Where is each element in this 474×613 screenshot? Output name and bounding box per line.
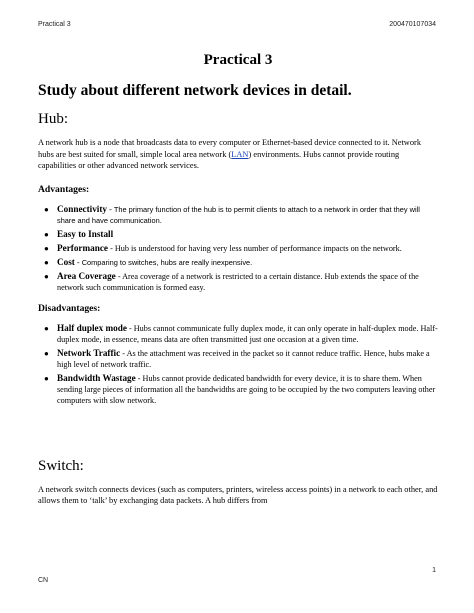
list-item — [38, 348, 438, 370]
bullet-icon: ● — [44, 229, 49, 239]
list-item — [38, 257, 438, 268]
page-number: 1 — [432, 567, 436, 574]
item-term: Network Traffic — [57, 347, 121, 358]
item-separator: - — [120, 348, 127, 358]
list-item — [38, 271, 438, 293]
bullet-icon: ● — [44, 373, 49, 383]
study-heading: Study about different network devices in detail. — [38, 82, 352, 99]
list-item — [38, 243, 438, 254]
item-term: Area Coverage — [57, 270, 116, 281]
document-body — [38, 50, 438, 519]
document-title: Practical 3 — [203, 52, 273, 68]
item-separator: - — [74, 257, 82, 267]
hub-heading: Hub: — [38, 111, 68, 127]
list-item — [38, 373, 438, 406]
lan-link[interactable]: LAN — [231, 149, 249, 159]
item-separator: - — [135, 373, 143, 383]
item-term: Performance — [57, 242, 109, 253]
item-term: Half duplex mode — [57, 322, 127, 333]
page-header-right: 200470107034 — [389, 21, 436, 28]
item-description: Hub is understood for having very less number of performance impacts on the network. — [114, 243, 402, 253]
bullet-icon: ● — [44, 348, 49, 358]
item-term: Easy to Install — [57, 228, 114, 239]
switch-heading: Switch: — [38, 457, 84, 474]
item-description: Hubs cannot communicate fully duplex mode, it can only operate in half-duplex mode. Half-duplex mode, in essence, means data are often transmitted just one occasion at a given time. — [57, 323, 438, 344]
bullet-icon: ● — [44, 271, 49, 281]
item-description: The primary function of the hub is to permit clients to attach to a network in order that they will share and have communication. — [57, 204, 420, 225]
item-description: As the attachment was received in the packet so it cannot reduce traffic. Hence, hubs make a high level of network traffic. — [57, 348, 430, 369]
disadvantages-list — [38, 323, 438, 406]
advantages-list — [38, 204, 438, 293]
hub-intro-text-1: A network hub is a node that broadcasts data to every computer or Ethernet-based device connected to it. Network hubs are best suited for small, simple local area network ( — [38, 138, 422, 159]
switch-intro-paragraph: A network switch connects devices (such as computers, printers, wireless access points) in a network to each other, and allows them to ‘talk’ by exchanging data packets. A hub differs from — [38, 484, 438, 505]
page-header-left: Practical 3 — [38, 21, 71, 28]
item-separator: - — [108, 243, 115, 253]
item-term: Bandwidth Wastage — [57, 372, 136, 383]
list-item — [38, 229, 438, 240]
advantages-heading: Advantages: — [38, 183, 90, 195]
bullet-icon: ● — [44, 323, 49, 333]
page-footer-left: CN — [38, 577, 49, 584]
bullet-icon: ● — [44, 204, 49, 214]
disadvantages-heading: Disadvantages: — [38, 302, 101, 314]
list-item — [38, 204, 438, 226]
hub-intro-paragraph — [38, 137, 438, 172]
item-separator: - — [107, 204, 114, 214]
item-term: Cost — [57, 256, 75, 267]
hub-intro-text-2: ) environments. Hubs cannot provide routing capabilities or other advanced network services. — [38, 149, 400, 170]
item-description: Hubs cannot provide dedicated bandwidth for every device, it is to share them. When sending large pieces of information all the bandwidths are going to be occupied by the two computers leaving other computers with slow network. — [57, 373, 436, 405]
item-term: Connectivity — [57, 203, 108, 214]
item-separator: - — [115, 271, 123, 281]
item-separator: - — [126, 323, 134, 333]
item-description: Area coverage of a network is restricted to a certain distance. Hub extends the space of the network such communication is formed easy. — [57, 271, 419, 292]
bullet-icon: ● — [44, 243, 49, 253]
list-item — [38, 323, 438, 345]
item-description: Comparing to switches, hubs are really inexpensive. — [81, 257, 253, 267]
bullet-icon: ● — [44, 257, 49, 267]
section-spacer — [38, 416, 438, 456]
